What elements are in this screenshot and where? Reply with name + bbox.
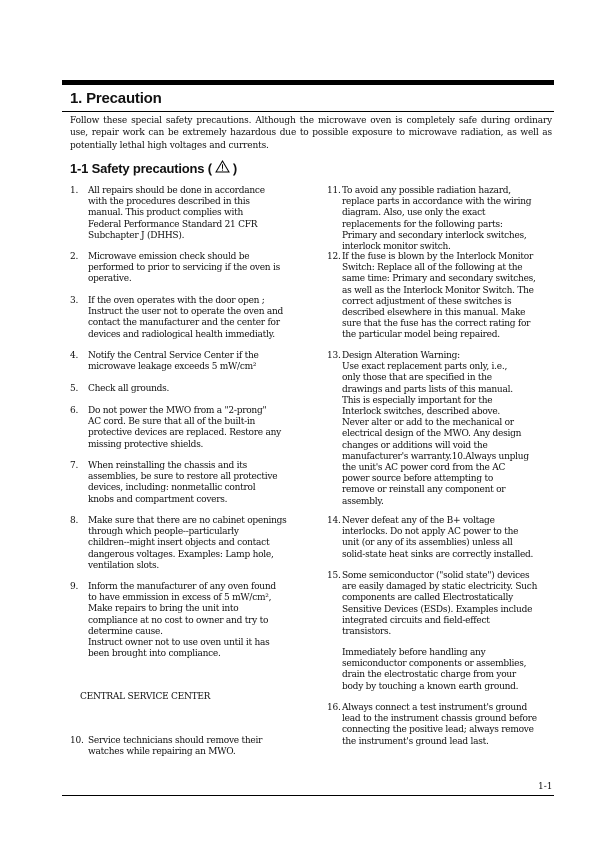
- item-number: 14.: [327, 516, 341, 526]
- title-rule: [62, 111, 554, 112]
- item-text: Inform the manufacturer of any oven found to have emmission in excess of 5 mW/cm², Make repairs to bring the unit into compliance at no cost to owner and try to determine cause. Instruct owner not to use oven until it has been brought into compliance.: [88, 582, 276, 660]
- item-text: Do not power the MWO from a "2-prong" AC cord. Be sure that all of the built-in protective devices are replaced. Restore any missing protective shields.: [88, 406, 281, 450]
- item-number: 16.: [327, 703, 341, 713]
- item-text: Design Alteration Warning: Use exact replacement parts only, i.e., only those that are specified in the drawings and parts lists of this manual. This is especially important for the Interlock switches, described above. Never alter or add to the mechanical or electrical design of the MWO. Any design changes or additions will void the manufacturer's warranty.10.Always unplug the unit's AC power cord from the AC power source before attempting to remove or reinstall any component or assembly.: [342, 351, 529, 507]
- subsection-title-prefix: 1-1 Safety precautions (: [70, 160, 212, 176]
- list-item: [70, 406, 310, 451]
- page-number: 1-1: [538, 782, 553, 792]
- footer-rule: [62, 795, 554, 796]
- item-text: All repairs should be done in accordance with the procedures described in this manual. This product complies with Federal Performance Standard 21 CFR Subchapter J (DHHS).: [88, 186, 265, 241]
- item-number: 11.: [327, 186, 341, 196]
- item-number: 13.: [327, 351, 341, 361]
- list-item: [327, 351, 559, 508]
- item-text: Microwave emission check should be performed to prior to servicing if the oven is operative.: [88, 252, 280, 285]
- list-item: [70, 351, 310, 373]
- item-text: Immediately before handling any semiconductor components or assemblies, drain the electrostatic charge from your body by touching a known earth ground.: [342, 648, 527, 692]
- item-number: 7.: [70, 461, 79, 471]
- top-rule: [62, 80, 554, 85]
- list-item: [70, 186, 310, 242]
- list-item: [327, 252, 559, 342]
- list-item: [70, 582, 310, 660]
- list-item: [327, 648, 559, 693]
- warning-triangle-icon: [215, 160, 230, 176]
- item-text: If the fuse is blown by the Interlock Monitor Switch: Replace all of the following at the same time: Primary and secondary switches, as well as the Interlock Monitor Switch. The correct adjustment of these switches is described elsewhere in this manual. Make sure that the fuse has the correct rating for the particular model being repaired.: [342, 252, 536, 341]
- subsection-title-suffix: ): [232, 160, 237, 176]
- item-text: Service technicians should remove their watches while repairing an MWO.: [88, 736, 263, 758]
- item-text: Notify the Central Service Center if the microwave leakage exceeds 5 mW/cm²: [88, 351, 259, 373]
- item-number: 3.: [70, 296, 79, 306]
- list-item: [70, 384, 310, 395]
- subsection-title: [70, 160, 237, 176]
- list-item: [327, 186, 559, 253]
- list-item: [70, 461, 310, 506]
- item-number: 9.: [70, 582, 79, 592]
- central-service-center-label: CENTRAL SERVICE CENTER: [80, 692, 211, 702]
- list-item: [327, 516, 559, 561]
- list-item: [327, 703, 559, 748]
- list-item: [327, 571, 559, 638]
- item-text: Check all grounds.: [88, 384, 170, 394]
- list-item: [70, 736, 310, 758]
- item-number: 1.: [70, 186, 79, 196]
- item-number: 12.: [327, 252, 341, 262]
- list-item: [70, 296, 310, 341]
- item-text: Always connect a test instrument's ground lead to the instrument chassis ground before connecting the positive lead; always remove the instrument's ground lead last.: [342, 703, 537, 747]
- section-title: 1. Precaution: [70, 90, 162, 107]
- item-number: 8.: [70, 516, 79, 526]
- item-text: To avoid any possible radiation hazard, replace parts in accordance with the wiring diagram. Also, use only the exact replacements for the following parts: Primary and secondary interlock switches, interlock monitor switch.: [342, 186, 532, 253]
- list-item: [70, 516, 310, 572]
- item-number: 10.: [70, 736, 84, 746]
- item-text: If the oven operates with the door open ; Instruct the user not to operate the oven and contact the manufacturer and the center for devices and radiological health immediatly.: [88, 296, 284, 340]
- item-number: 6.: [70, 406, 79, 416]
- item-text: Never defeat any of the B+ voltage interlocks. Do not apply AC power to the unit (or any of its assemblies) unless all solid-state heat sinks are correctly installed.: [342, 516, 534, 560]
- item-number: 5.: [70, 384, 79, 394]
- list-item: [70, 252, 310, 286]
- item-text: Some semiconductor ("solid state") devices are easily damaged by static electricity. Such components are called Electrostatically Sensitive Devices (ESDs). Examples include integrated circuits and field-effect transistors.: [342, 571, 538, 638]
- item-number: 4.: [70, 351, 79, 361]
- item-text: When reinstalling the chassis and its assemblies, be sure to restore all protective devices, including: nonmetallic control knobs and compartment covers.: [88, 461, 278, 505]
- item-number: 15.: [327, 571, 341, 581]
- item-number: 2.: [70, 252, 79, 262]
- item-text: Make sure that there are no cabinet openings through which people--particularly children--might insert objects and contact dangerous voltages. Examples: Lamp hole, ventilation slots.: [88, 516, 287, 571]
- intro-paragraph: Follow these special safety precautions. Although the microwave oven is completely safe during ordinary use, repair work can be extremely hazardous due to possible exposure to microwave radiation, as well as potentially lethal high voltages and currents.: [70, 116, 552, 151]
